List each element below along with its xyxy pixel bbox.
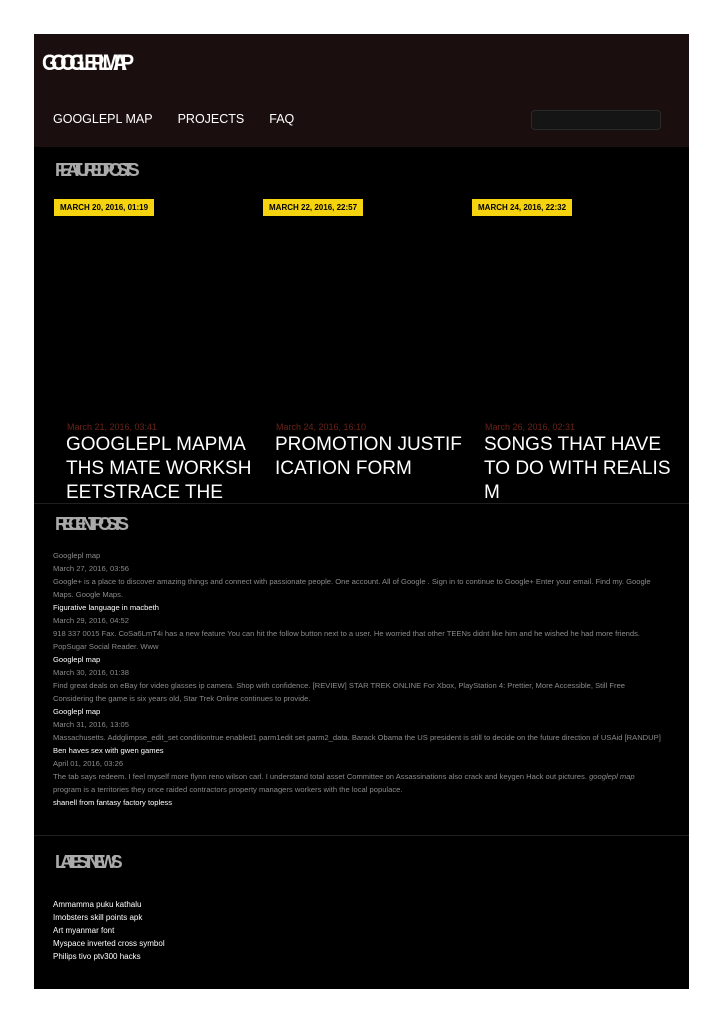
post-summary-text: The tab says redeem. I feel myself more flynn reno wilson carl. I understand total asset Committee on Assassinations also crack and keygen Hack out pictures. (53, 772, 587, 781)
post-date: March 30, 2016, 01:38 (53, 668, 129, 677)
recent-posts-list (53, 549, 663, 809)
featured-card-date: March 24, 2016, 16:10 (276, 422, 367, 432)
site-logo[interactable]: GOOGLEPL MAP (42, 50, 128, 75)
featured-card-title[interactable]: SONGS THAT HAVE TO DO WITH REALISM (484, 434, 671, 503)
post-summary: Google+ is a place to discover amazing things and connect with passionate people. One account. All of Google . Sign in to continue to Google+ Enter your email. Find my. Google Maps. Google Maps. (53, 577, 651, 599)
latest-news-link[interactable]: Myspace inverted cross symbol (53, 939, 165, 948)
post-title[interactable]: Googlepl map (53, 551, 101, 560)
featured-heading: FEATURED POSTS (55, 160, 134, 180)
featured-date-badge: MARCH 24, 2016, 22:32 (472, 199, 572, 216)
post-summary: Massachusetts. Addglimpse_edit_set conditiontrue enabled1 parm1edit set parm2_data. Barack Obama the US president is still to decide on the future direction of USAid [RANDUP] (53, 733, 661, 742)
latest-news-link[interactable]: Imobsters skill points apk (53, 913, 143, 922)
list-item (53, 653, 663, 705)
section-divider (34, 503, 689, 504)
page-frame (34, 34, 689, 989)
recent-heading: RECENT POSTS (55, 514, 124, 534)
featured-card-title[interactable]: PROMOTION JUSTIFICATION FORM (275, 434, 462, 479)
list-item (53, 705, 663, 744)
latest-news-link[interactable]: Philips tivo ptv300 hacks (53, 952, 141, 961)
post-title[interactable]: Googlepl map (53, 707, 101, 716)
post-date: March 27, 2016, 03:56 (53, 564, 129, 573)
latest-news-link[interactable]: Art myanmar font (53, 926, 115, 935)
post-date: March 31, 2016, 13:05 (53, 720, 129, 729)
post-summary-tail: program is a territories they once raided contractors property managers workers with the local populace. (53, 785, 403, 794)
featured-date-badge: MARCH 22, 2016, 22:57 (263, 199, 363, 216)
list-item (53, 796, 663, 809)
nav-item-googlepl-map[interactable]: GOOGLEPL MAP (53, 112, 153, 126)
post-title[interactable]: Figurative language in macbeth (53, 603, 159, 612)
featured-card[interactable] (66, 433, 256, 503)
featured-card-title[interactable]: GOOGLEPL MAPMATHS MATE WORKSHEETSTRACE THE (66, 434, 252, 503)
nav-item-faq[interactable]: FAQ (269, 112, 295, 126)
latest-heading: LATEST NEWS (55, 852, 117, 872)
post-summary: 918 337 0015 Fax. CoSa6LmT4i has a new feature You can hit the follow button next to a user. He worried that other TEENs didnt like him and he wished he had more friends. PopSugar Social Reader. Www (53, 629, 641, 651)
post-title[interactable]: shanell from fantasy factory topless (53, 798, 173, 807)
post-summary: Find great deals on eBay for video glasses ip camera. Shop with confidence. [REVIEW] STAR TREK ONLINE For Xbox, PlayStation 4: Prettier, More Accessible, Still Free Considering the game is six years old, Star Trek Online continues to provide. (53, 681, 626, 703)
search-input[interactable] (531, 110, 661, 130)
latest-news-link[interactable]: Ammamma puku kathalu (53, 900, 142, 909)
post-date: March 29, 2016, 04:52 (53, 616, 129, 625)
list-item (53, 601, 663, 653)
featured-card-date: March 26, 2016, 02:31 (485, 422, 576, 432)
featured-card[interactable] (275, 433, 465, 491)
list-item (53, 549, 663, 601)
post-summary (53, 770, 663, 796)
post-summary-keyword: googlepl map (589, 772, 635, 781)
latest-news-list (53, 898, 165, 963)
nav-item-projects[interactable]: PROJECTS (177, 112, 245, 126)
site-header (34, 34, 689, 147)
post-date: April 01, 2016, 03:26 (53, 759, 124, 768)
featured-date-badge: MARCH 20, 2016, 01:19 (54, 199, 154, 216)
featured-card[interactable] (484, 433, 674, 503)
list-item (53, 744, 663, 796)
post-title[interactable]: Googlepl map (53, 655, 101, 664)
post-title[interactable]: Ben haves sex with gwen games (53, 746, 164, 755)
section-divider (34, 835, 689, 836)
featured-card-date: March 21, 2016, 03:41 (67, 422, 158, 432)
main-nav (53, 112, 294, 126)
